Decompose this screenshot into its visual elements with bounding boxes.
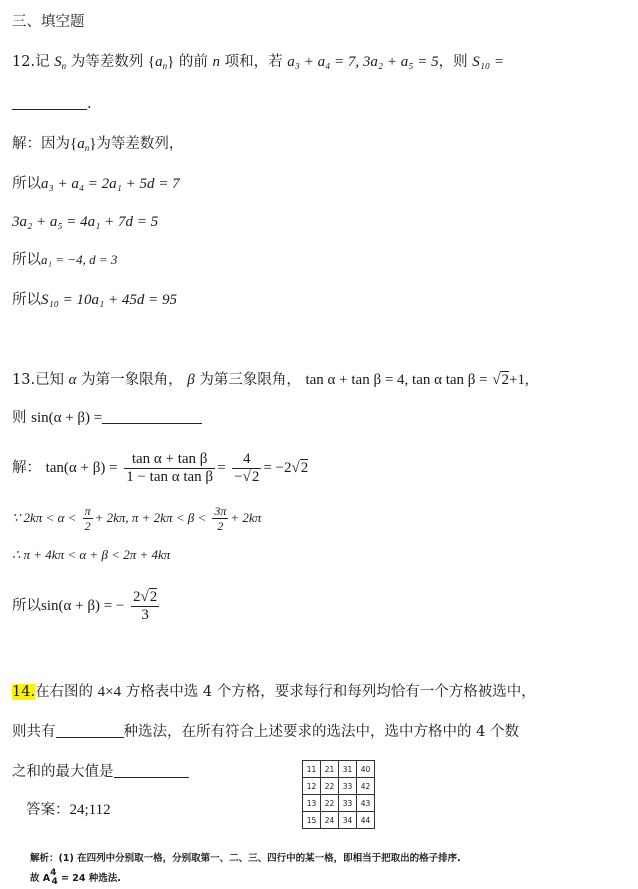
q14-number: 14. xyxy=(12,684,36,700)
q13-number: 13. xyxy=(12,372,36,388)
q13-final: 所以sin(α + β) = − $\frac{2√2}{3}$ xyxy=(12,588,158,623)
q13-solution: 解： tan(α + β) = $\frac{\text{tan α + tan β}}{\text{1 − tan α tan β}}$ = $\frac{4}{-√2}$ = −2√2 xyxy=(12,450,309,485)
q13-fraction-2: $\frac{4}{-√2}$ xyxy=(234,450,260,485)
grid-cell: 34 xyxy=(339,812,357,829)
grid-cell: 42 xyxy=(357,778,375,795)
grid-cell: 44 xyxy=(357,812,375,829)
q14-explanation-2: 故 $A^4_4 = 24$ 种选法. xyxy=(30,868,121,887)
number-grid xyxy=(302,760,375,829)
grid-cell: 13 xyxy=(303,795,321,812)
grid-cell: 15 xyxy=(303,812,321,829)
q13-condition: tan α + tan β = 4, tan α tan β = xyxy=(305,372,488,388)
grid-cell: 12 xyxy=(303,778,321,795)
q13-final-fraction: $\frac{2√2}{3}$ xyxy=(132,588,158,623)
q12-condition: a₃ + a₄ = 7, 3a₂ + a₅ = 5 xyxy=(287,54,439,70)
q14-line2: 则共有 种选法，在所有符合上述要求的选法中，选中方格中的 4 个数 xyxy=(12,724,519,740)
q14-answer: 答案：24;112 xyxy=(26,802,111,818)
q12-ask: S₁₀ = xyxy=(472,54,505,70)
q13-stem: 13.已知 α 为第一象限角， β 为第三象限角， tan α + tan β = 4, tan α tan β = √2+1, xyxy=(12,372,529,388)
grid-cell: 33 xyxy=(339,795,357,812)
q14-line3: 之和的最大值是 xyxy=(12,762,189,782)
grid-cell: 22 xyxy=(321,795,339,812)
grid-row xyxy=(303,795,375,812)
q14-explanation-1: 解析：(1) 在四列中分别取一格，分别取第一、二、三、四行中的某一格，即相当于把取出的格子排序. xyxy=(30,853,461,864)
grid-cell: 31 xyxy=(339,761,357,778)
grid-cell: 40 xyxy=(357,761,375,778)
q14-line1: 14.在右图的 4×4 方格表中选 4 个方格，要求每行和每列均恰有一个方格被选中， xyxy=(12,684,536,700)
q12-step1: 所以a₃ + a₄ = 2a₁ + 5d = 7 xyxy=(12,176,180,192)
section-title: 三、填空题 xyxy=(12,14,85,30)
q13-therefore: ∴ π + 4kπ < α + β < 2π + 4kπ xyxy=(12,547,171,562)
grid-cell: 33 xyxy=(339,778,357,795)
q12-stem: 12.记 $S_n$ 为等差数列 $\{a_n\}$ 的前 n 项和，若 a₃ + a₄ = 7, 3a₂ + a₅ = 5，则 S₁₀ = xyxy=(12,54,505,71)
q13-ask: 则 sin(α + β) = xyxy=(12,408,202,428)
q12-step2: 3a₂ + a₅ = 4a₁ + 7d = 5 xyxy=(12,214,159,230)
grid-row xyxy=(303,812,375,829)
q12-answer-blank: . xyxy=(12,94,92,114)
q12-number: 12. xyxy=(12,54,36,70)
grid-row xyxy=(303,761,375,778)
grid-cell: 21 xyxy=(321,761,339,778)
grid-cell: 24 xyxy=(321,812,339,829)
grid-cell: 43 xyxy=(357,795,375,812)
grid-row xyxy=(303,778,375,795)
q13-because: ∵ 2kπ < α < $\frac{\pi}{2}$ + 2kπ, π + 2kπ < β < $\frac{3\pi}{2}$ + 2kπ xyxy=(12,504,262,533)
grid-cell: 22 xyxy=(321,778,339,795)
q12-step4: 所以S₁₀ = 10a₁ + 45d = 95 xyxy=(12,292,178,308)
q12-step3: 所以a₁ = −4, d = 3 xyxy=(12,252,118,268)
q12-solution-intro: 解：因为$\{a_n\}$为等差数列， xyxy=(12,136,184,153)
q13-fraction-1: $\frac{\text{tan α + tan β}}{\text{1 − tan α tan β}}$ xyxy=(126,450,214,485)
grid-cell: 11 xyxy=(303,761,321,778)
